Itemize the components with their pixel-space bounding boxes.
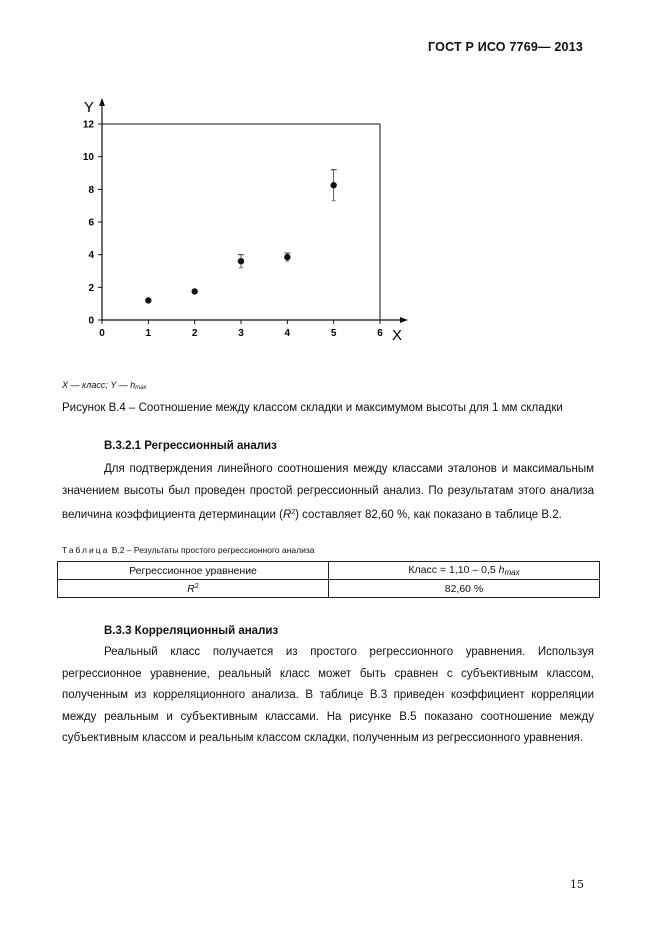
- table-header-class-h: h: [498, 564, 505, 576]
- scatter-chart: [60, 90, 420, 350]
- page-number: 15: [570, 878, 584, 891]
- y-axis-arrow: [99, 98, 105, 106]
- section-title-correlation: В.3.3 Корреляционный анализ: [104, 625, 279, 637]
- x-axis-label: X: [392, 327, 403, 344]
- data-point: [284, 254, 290, 260]
- figure-legend: [62, 380, 147, 391]
- x-tick-label: 2: [191, 328, 198, 339]
- x-tick-label: 4: [284, 328, 291, 339]
- y-tick-label: 2: [88, 282, 94, 294]
- x-tick-label: 6: [377, 328, 383, 339]
- y-tick-label: 10: [82, 152, 94, 164]
- table-title: [62, 545, 314, 555]
- r-squared-superscript: 2: [291, 509, 296, 516]
- y-tick-label: 12: [82, 119, 94, 131]
- table-header-row: [58, 562, 600, 580]
- r-squared-symbol: R: [282, 509, 292, 521]
- y-tick-label: 6: [88, 217, 94, 229]
- paragraph-regression-part2: ) составляет 82,60 %, как показано в таблице В.2.: [295, 509, 562, 521]
- x-tick-label: 5: [330, 328, 337, 339]
- table-header-class-text: Класс = 1,10 – 0,5: [408, 564, 496, 576]
- table-cell-r: R: [187, 582, 195, 595]
- y-tick-label: 4: [88, 250, 94, 262]
- table-header-equation: Регрессионное уравнение: [58, 562, 329, 580]
- table-title-label: Таблица: [62, 545, 110, 555]
- table-header-class: [329, 562, 600, 580]
- paragraph-regression: [62, 459, 594, 527]
- y-tick-label: 0: [88, 315, 94, 327]
- x-tick-label: 0: [99, 328, 105, 339]
- table-cell-r2: [58, 580, 329, 598]
- data-point: [238, 258, 244, 264]
- y-axis-label: Y: [84, 99, 95, 116]
- table-row: [58, 580, 600, 598]
- table-cell-r-sup: 2: [194, 582, 199, 590]
- paragraph-correlation: Реальный класс получается из простого регрессионного уравнения. Используя регрессионное уравнение, реальный класс может быть сравнен с субъективным классом, полученным из корреляционного анализа. В таблице В.3 приведен коэффициент корреляции между реальным и субъективным классами. На рисунке В.5 показано соотношение между субъективным классом и реальным классом складки, полученным из регрессионного уравнения.: [62, 646, 594, 744]
- section-title-regression: В.3.2.1 Регрессионный анализ: [104, 440, 277, 452]
- figure-legend-hmax-sub: max: [135, 385, 147, 391]
- document-code-header: ГОСТ Р ИСО 7769— 2013: [428, 40, 583, 54]
- figure-legend-text: X — класс; Y —: [62, 380, 128, 390]
- data-point: [330, 182, 336, 188]
- x-tick-label: 3: [238, 328, 244, 339]
- data-point: [145, 297, 151, 303]
- table-header-class-sub: max: [504, 568, 520, 577]
- figure-caption: Рисунок В.4 – Соотношение между классом складки и максимумом высоты для 1 мм складки: [62, 402, 563, 414]
- table-cell-value: 82,60 %: [329, 580, 600, 598]
- regression-table: [57, 561, 600, 598]
- y-tick-label: 8: [88, 184, 94, 196]
- chart-svg: [60, 90, 420, 350]
- figure-legend-hmax: h: [130, 380, 136, 390]
- paragraph-regression-part1: Для подтверждения линейного соотношения между классами эталонов и максимальным значением высоты был проведен простой регрессионный анализ. По результатам этого анализа величина коэффициента детерминации (: [62, 463, 594, 521]
- x-tick-label: 1: [145, 328, 152, 339]
- table-title-text: В.2 – Результаты простого регрессионного анализа: [109, 545, 315, 555]
- x-axis-arrow: [400, 317, 408, 323]
- data-point: [191, 288, 197, 294]
